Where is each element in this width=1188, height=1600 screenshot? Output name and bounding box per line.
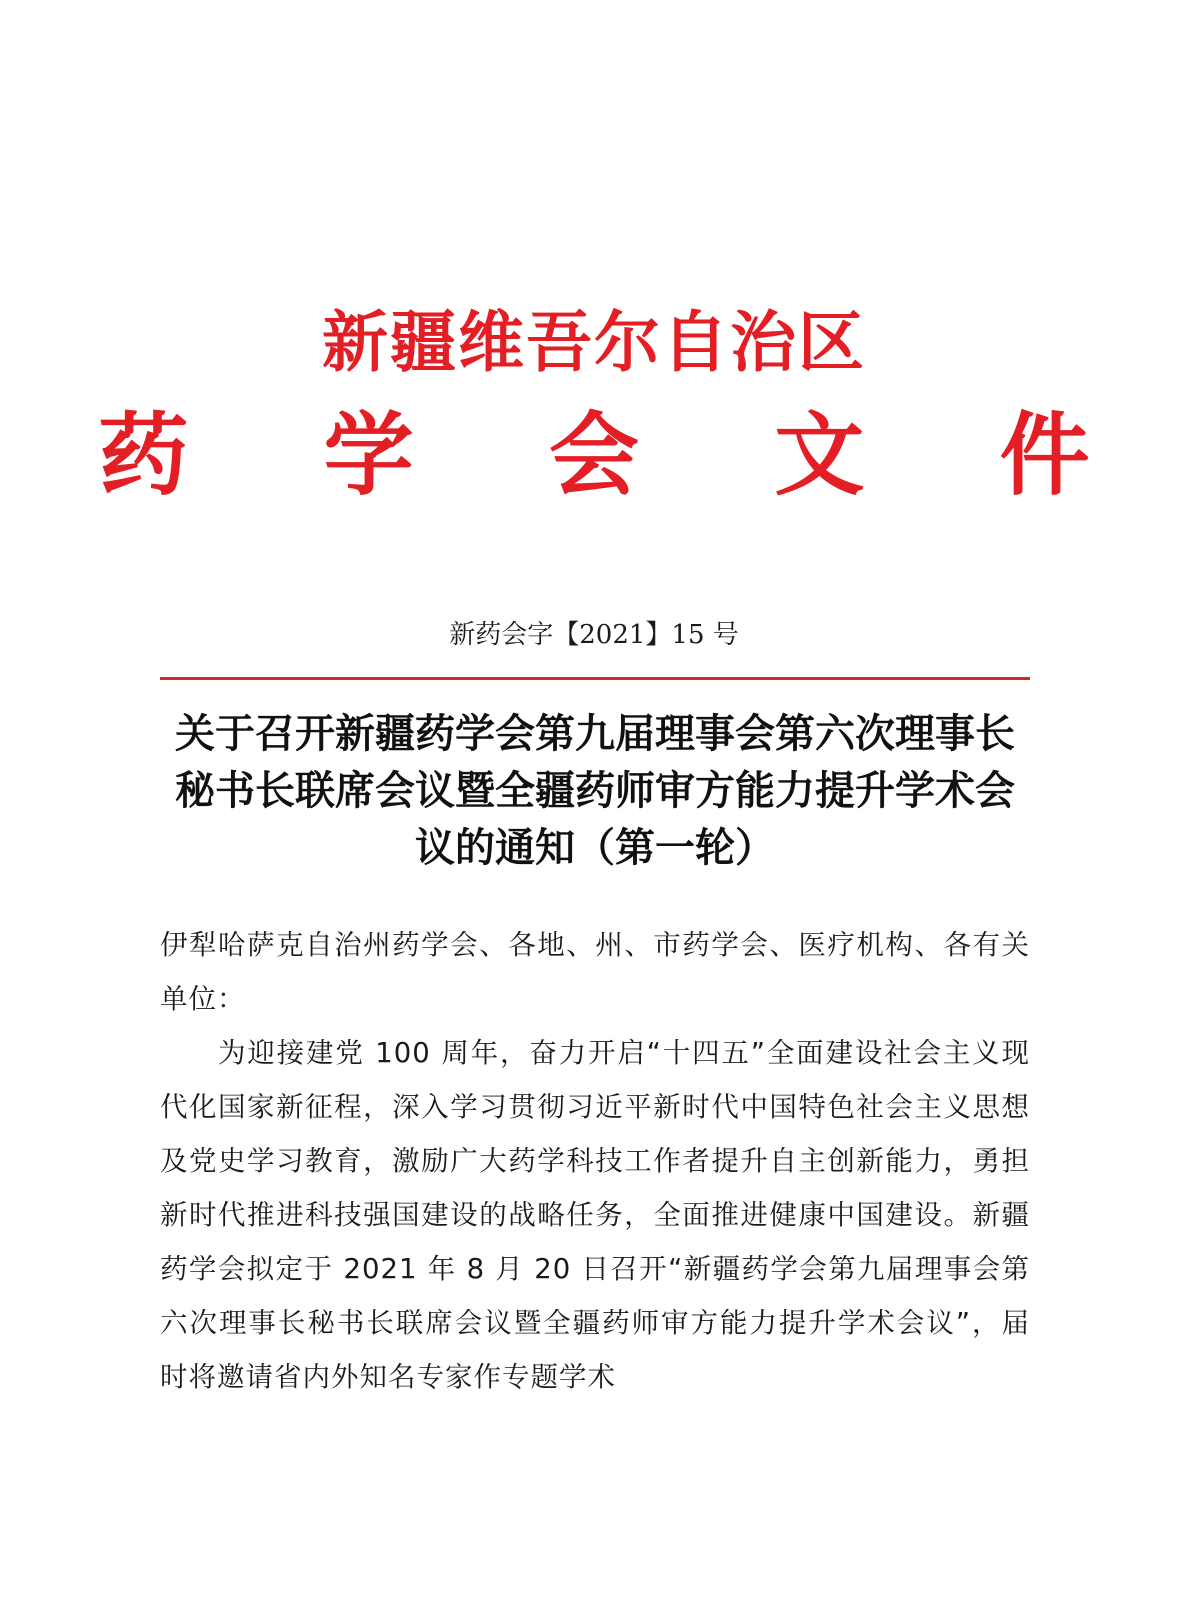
document-number: 新药会字【2021】15 号 bbox=[449, 620, 739, 650]
notice-title: 关于召开新疆药学会第九届理事会第六次理事长秘书长联席会议暨全疆药师审方能力提升学术会议的通知（第一轮） bbox=[175, 710, 1015, 871]
salutation: 伊犁哈萨克自治州药学会、各地、州、市药学会、医疗机构、各有关单位： bbox=[160, 929, 1030, 1015]
issuer-org-heading: 新疆维吾尔自治区 bbox=[322, 303, 866, 381]
body-paragraph: 为迎接建党 100 周年，奋力开启“十四五”全面建设社会主义现代化国家新征程，深入学习贯彻习近平新时代中国特色社会主义思想及党史学习教育，激励广大药学科技工作者提升自主创新能力，勇担新时代推进科技强国建设的战略任务，全面推进健康中国建设。新疆药学会拟定于 2021 年 8 月 20 日召开“新疆药学会第九届理事会第六次理事长秘书长联席会议暨全疆药师审方能力提升学术会议”，届时将邀请省内外知名专家作专题学术 bbox=[160, 1037, 1030, 1393]
red-divider-line bbox=[160, 677, 1030, 680]
document-type-heading: 药 学 会 文 件 bbox=[98, 402, 1142, 508]
